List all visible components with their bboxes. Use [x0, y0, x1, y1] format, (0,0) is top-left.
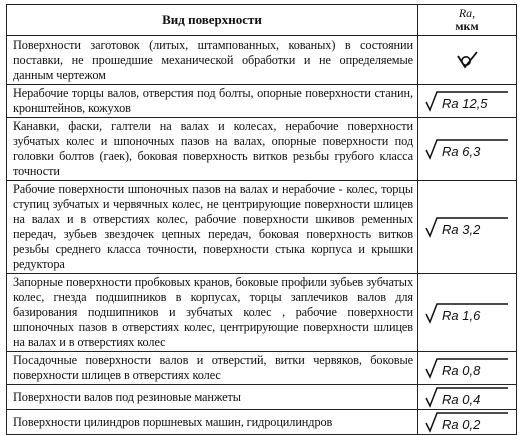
- roughness-value: Ra 3,2: [442, 222, 481, 237]
- surface-description: Поверхности цилиндров поршневых машин, гидроцилиндров: [7, 410, 418, 435]
- table-row: [7, 118, 517, 181]
- roughness-cell: [418, 410, 517, 435]
- roughness-mark: [424, 215, 510, 239]
- table-header-row: [7, 5, 517, 36]
- roughness-mark: [424, 301, 510, 325]
- surface-description: Нерабочие торцы валов, отверстия под болты, опорные поверхности станин, кронштейнов, кожухов: [7, 85, 418, 118]
- roughness-value: Ra 6,3: [442, 144, 481, 159]
- table-row: [7, 385, 517, 410]
- roughness-cell: [418, 274, 517, 352]
- ra-label: Ra,: [458, 6, 476, 20]
- roughness-value: Ra 0,4: [442, 392, 481, 407]
- roughness-cell: [418, 118, 517, 181]
- roughness-value: Ra 0,2: [442, 417, 481, 432]
- surface-description: Поверхности заготовок (литых, штампованных, кованых) в состоянии поставки, не прошедшие механической обработки и не определяемые данным чертежом: [7, 36, 418, 85]
- table-row: [7, 274, 517, 352]
- table-row: [7, 410, 517, 435]
- surface-description: Запорные поверхности пробковых кранов, боковые профили зубьев зубчатых колес, гнезда подшипников в корпусах, торцы заплечиков валов для базирования подшипников и зубчатых колес , рабочие поверхности шпоночных пазов в отверстиях колес, центрирующие поверхности шлицев на валах и в отверстиях колес: [7, 274, 418, 352]
- surface-description: Поверхности валов под резиновые манжеты: [7, 385, 418, 410]
- surface-description: Канавки, фаски, галтели на валах и колесах, нерабочие поверхности зубчатых колес и шпоночных пазов на валах, опорные поверхности под головки болтов (гаек), боковая поверхность витков резьбы грубого класса точности: [7, 118, 418, 181]
- roughness-mark: [424, 411, 510, 433]
- roughness-mark: [424, 89, 510, 113]
- no-machining-check-icon: [455, 50, 479, 70]
- roughness-table: [6, 4, 517, 435]
- table-row: [7, 36, 517, 85]
- surface-description: Посадочные поверхности валов и отверстий, витки червяков, боковые поверхности шлицев в отверстиях колес: [7, 352, 418, 385]
- roughness-value: Ra 1,6: [442, 307, 481, 323]
- roughness-mark: [424, 137, 510, 161]
- roughness-mark: [424, 356, 510, 380]
- unit-label: мкм: [455, 19, 479, 33]
- table-row: [7, 181, 517, 274]
- surface-type-header: Вид поверхности: [7, 5, 418, 36]
- roughness-value: Ra 0,8: [442, 363, 481, 378]
- roughness-cell: [418, 352, 517, 385]
- surface-description: Рабочие поверхности шпоночных пазов на валах и нерабочие - колес, торцы ступиц зубчатых и червячных колес, не центрирующие поверхности шлицев на валах и в отверстиях колес, рабочие поверхности шкивов ременных передач, зубьев звездочек цепных передач, боковая поверхность витков резьбы среднего класса точности, поверхности стыка корпуса и крышки редуктора: [7, 181, 418, 274]
- roughness-value: Ra 12,5: [442, 96, 488, 111]
- roughness-cell: [418, 385, 517, 410]
- table-row: [7, 85, 517, 118]
- roughness-cell: [418, 181, 517, 274]
- roughness-header: [418, 5, 517, 36]
- roughness-cell: [418, 85, 517, 118]
- table-row: [7, 352, 517, 385]
- roughness-cell: [418, 36, 517, 85]
